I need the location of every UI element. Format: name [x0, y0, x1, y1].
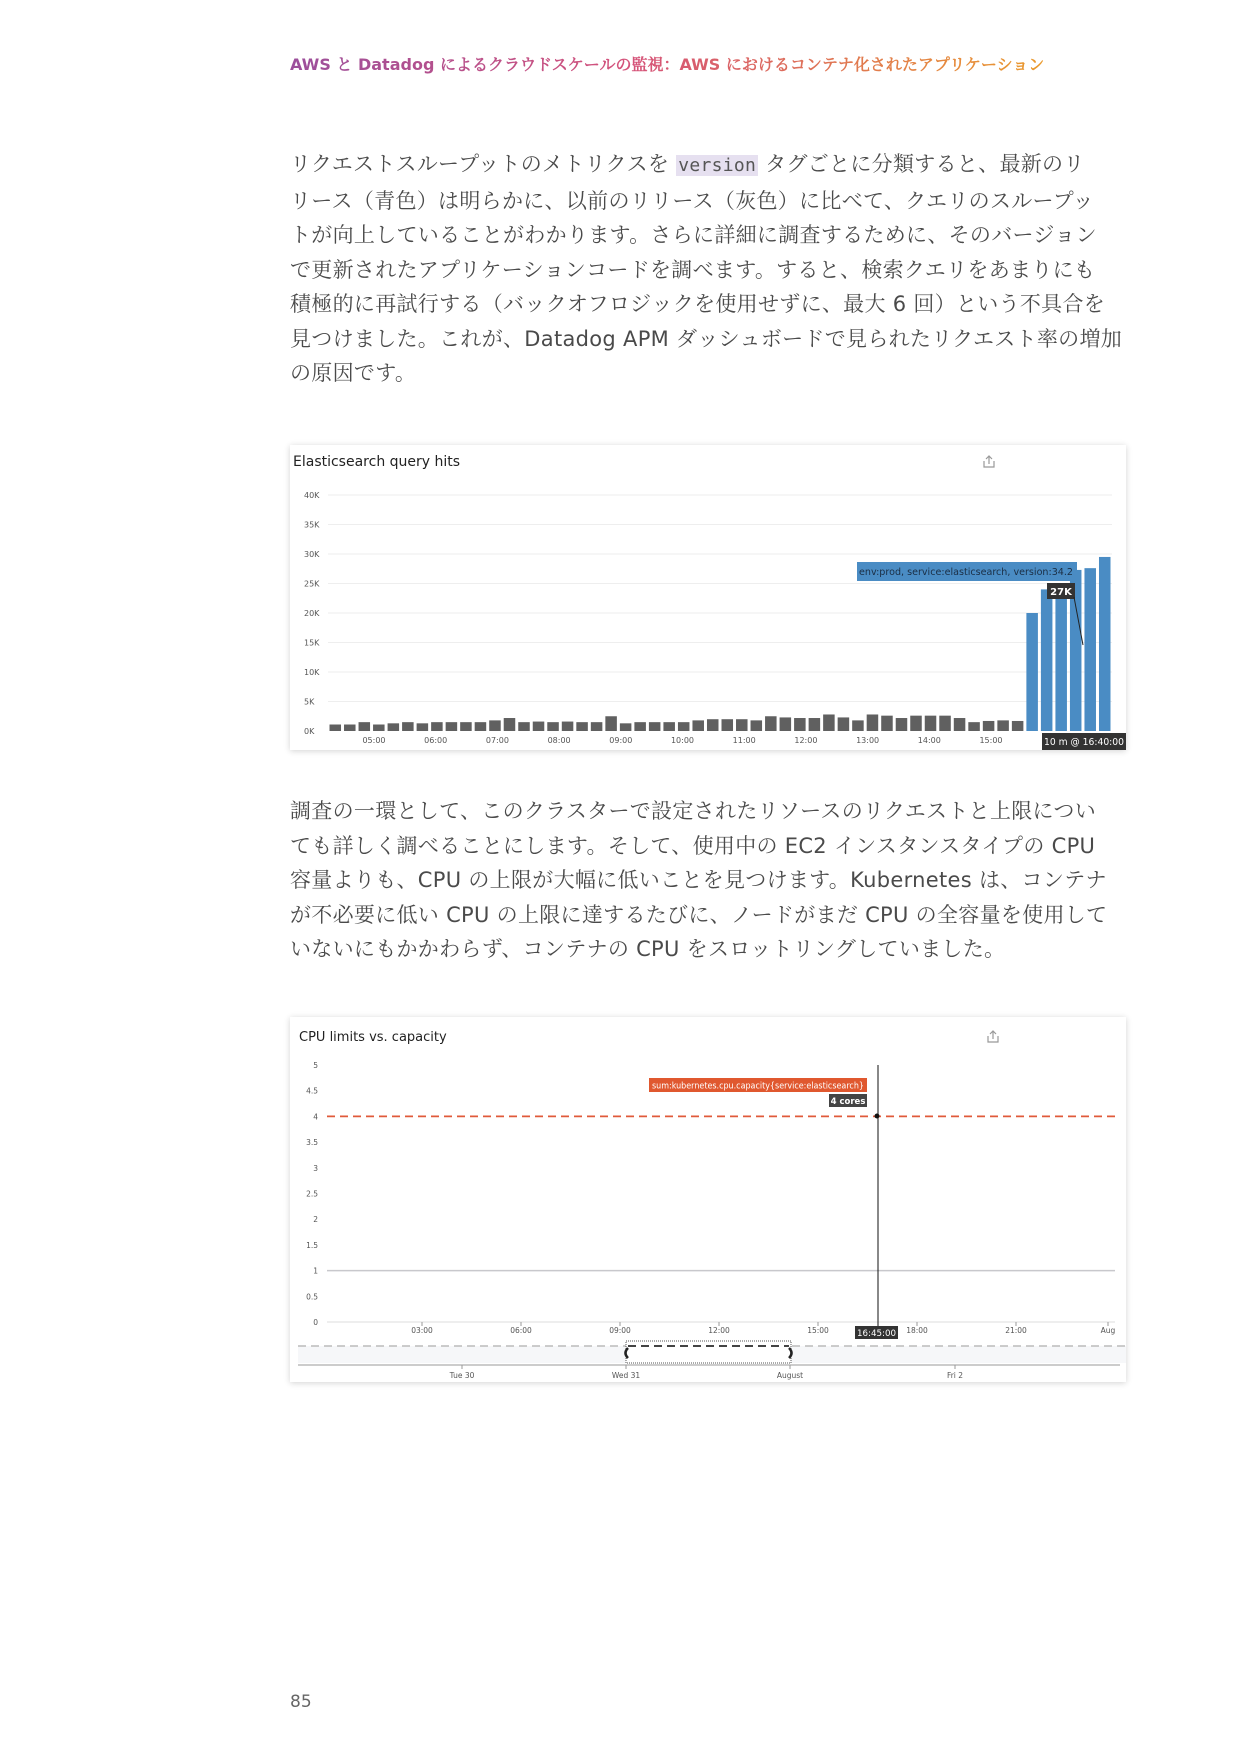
chart-title: Elasticsearch query hits: [293, 454, 461, 470]
bar-previous-release: [678, 722, 690, 731]
x-tick-label: 03:00: [411, 1326, 433, 1335]
tooltip-time: 10 m @ 16:40:00: [1044, 737, 1124, 748]
text-line: の原因です。: [290, 361, 417, 385]
tooltip-time: 16:45:00: [857, 1329, 896, 1339]
text-line: が不必要に低い CPU の上限に達するたびに、ノードがまだ CPU の全容量を使用して: [290, 902, 1108, 927]
bar-previous-release: [504, 718, 516, 731]
bar-new-release: [1026, 613, 1038, 731]
bar-previous-release: [736, 719, 748, 731]
x-tick-label: 06:00: [510, 1326, 532, 1335]
x-tick-label: 13:00: [856, 736, 880, 745]
x-tick-label: 07:00: [485, 736, 509, 745]
bar-previous-release: [663, 722, 675, 731]
y-tick-label: 5K: [304, 697, 315, 707]
bar-previous-release: [939, 716, 951, 731]
bar-previous-release: [780, 717, 792, 731]
bar-previous-release: [881, 716, 893, 731]
bar-previous-release: [707, 719, 719, 731]
text-line: [290, 147, 1130, 184]
tooltip-series: env:prod, service:elasticsearch, version:34.2: [859, 567, 1073, 578]
bar-previous-release: [925, 716, 937, 731]
y-tick-label: 0: [313, 1318, 318, 1327]
bar-previous-release: [373, 725, 385, 731]
y-tick-label: 2: [313, 1215, 318, 1225]
bar-previous-release: [359, 722, 371, 731]
text-span: タグごとに分類すると、最新のリ: [765, 152, 1085, 176]
text-line: で更新されたアプリケーションコードを調べます。すると、検索クエリをあまりにも: [290, 257, 1096, 282]
bar-previous-release: [620, 723, 632, 731]
y-tick-label: 1: [313, 1266, 318, 1276]
bar-previous-release: [562, 722, 574, 731]
bar-chart: [290, 445, 1126, 750]
time-navigator[interactable]: [298, 1341, 1126, 1380]
text-line: リース（青色）は明らかに、以前のリリース（灰色）に比べて、クエリのスループッ: [290, 188, 1094, 213]
bar-previous-release: [997, 720, 1009, 731]
y-tick-label: 35K: [304, 520, 320, 530]
navigator-label: Tue 30: [449, 1371, 475, 1380]
x-tick-label: Aug: [1100, 1326, 1116, 1335]
bar-previous-release: [547, 722, 559, 731]
bar-previous-release: [431, 722, 443, 731]
bar-previous-release: [838, 717, 850, 731]
line-chart: [290, 1017, 1126, 1382]
bar-previous-release: [823, 714, 835, 731]
x-tick-label: 10:00: [670, 736, 695, 745]
y-tick-label: 25K: [304, 579, 320, 589]
x-tick-label: 15:00: [979, 736, 1003, 745]
bar-previous-release: [765, 716, 777, 731]
text-line: 調査の一環として、このクラスターで設定されたリソースのリクエストと上限につい: [290, 799, 1097, 823]
x-tick-label: 06:00: [424, 736, 448, 745]
bar-previous-release: [751, 720, 763, 731]
navigator-label: Fri 2: [946, 1371, 964, 1380]
bar-new-release: [1041, 589, 1053, 731]
x-tick-label: 05:00: [362, 736, 386, 745]
bar-previous-release: [475, 722, 487, 731]
running-header: AWS と Datadog によるクラウドスケールの監視：AWS におけるコンテナ化されたアプリケーション: [290, 52, 1044, 75]
text-line: いないにもかかわらず、コンテナの CPU をスロットリングしていました。: [290, 937, 1006, 961]
bar-previous-release: [330, 725, 342, 731]
y-tick-label: 0K: [304, 727, 315, 736]
y-tick-label: 0.5: [306, 1292, 318, 1302]
text-line: ても詳しく調べることにします。そして、使用中の EC2 インスタンスタイプの CPU: [290, 833, 1096, 858]
bar-previous-release: [576, 722, 588, 731]
text-line: トが向上していることがわかります。さらに詳細に調査するために、そのバージョン: [290, 223, 1097, 247]
bar-new-release: [1055, 589, 1067, 731]
x-tick-label: 12:00: [794, 736, 818, 745]
bar-new-release: [1084, 568, 1096, 731]
x-tick-label: 18:00: [906, 1326, 928, 1335]
paragraph-1: [290, 147, 1130, 391]
y-tick-label: 2.5: [306, 1189, 318, 1199]
bar-previous-release: [809, 718, 821, 731]
bar-previous-release: [1012, 721, 1024, 731]
y-tick-label: 40K: [304, 491, 320, 500]
x-tick-label: 11:00: [732, 736, 756, 745]
bar-new-release: [1099, 557, 1111, 731]
share-icon[interactable]: [984, 456, 994, 467]
y-tick-label: 1.5: [306, 1240, 318, 1250]
share-icon[interactable]: [988, 1031, 998, 1042]
bar-previous-release: [446, 722, 458, 731]
chart-elasticsearch-query-hits: [290, 445, 1126, 750]
bar-previous-release: [852, 720, 864, 731]
y-tick-label: 3: [313, 1163, 318, 1173]
x-tick-label: 14:00: [917, 736, 941, 745]
text-line: 見つけました。これが、Datadog APM ダッシュボードで見られたリクエスト率の増加: [290, 326, 1123, 351]
tooltip-series: sum:kubernetes.cpu.capacity{service:elasticsearch}: [652, 1081, 864, 1092]
y-tick-label: 3.5: [306, 1138, 318, 1148]
y-tick-label: 10K: [304, 668, 320, 677]
bar-previous-release: [983, 721, 995, 731]
bar-previous-release: [649, 722, 661, 731]
bar-previous-release: [692, 720, 704, 731]
x-tick-label: 08:00: [547, 736, 571, 745]
bar-previous-release: [634, 722, 646, 731]
bar-previous-release: [533, 722, 545, 731]
inline-code: version: [678, 155, 757, 176]
bar-previous-release: [417, 723, 429, 731]
bar-previous-release: [968, 722, 980, 731]
text-span: リクエストスループットのメトリクスを: [290, 152, 670, 176]
navigator-label: Wed 31: [611, 1371, 641, 1380]
chart-title: CPU limits vs. capacity: [299, 1030, 447, 1045]
y-tick-label: 5: [313, 1061, 318, 1070]
hover-point: [875, 1114, 880, 1119]
text-line: 積極的に再試行する（バックオフロジックを使用せずに、最大 6 回）という不具合を: [290, 292, 1106, 316]
bar-previous-release: [518, 722, 530, 731]
x-tick-label: 21:00: [1005, 1326, 1027, 1335]
bar-previous-release: [867, 714, 879, 731]
paragraph-2: [290, 794, 1130, 967]
text-line: 容量よりも、CPU の上限が大幅に低いことを見つけます。Kubernetes は、コンテナ: [290, 868, 1107, 892]
bar-previous-release: [591, 722, 603, 731]
chart-cpu-limits-vs-capacity: [290, 1017, 1126, 1382]
navigator-label: August: [776, 1371, 804, 1380]
bar-previous-release: [489, 720, 501, 731]
y-tick-label: 4: [313, 1112, 318, 1122]
bar-previous-release: [896, 718, 908, 731]
y-tick-label: 20K: [304, 609, 320, 618]
bar-previous-release: [910, 716, 922, 731]
page-number: 85: [290, 1692, 312, 1712]
x-tick-label: 09:00: [609, 1326, 631, 1335]
y-tick-label: 30K: [304, 550, 320, 559]
tooltip-value: 27K: [1050, 587, 1072, 598]
bar-previous-release: [605, 716, 617, 731]
bar-previous-release: [402, 722, 414, 731]
bar-previous-release: [460, 722, 472, 731]
bar-previous-release: [388, 723, 400, 731]
bar-previous-release: [794, 718, 806, 731]
tooltip-value: 4 cores: [830, 1097, 866, 1107]
y-tick-label: 15K: [304, 638, 320, 648]
bar-previous-release: [722, 719, 734, 731]
x-tick-label: 12:00: [708, 1326, 730, 1335]
x-tick-label: 09:00: [609, 736, 633, 745]
bar-previous-release: [344, 725, 356, 731]
bar-previous-release: [954, 718, 966, 731]
y-tick-label: 4.5: [306, 1086, 318, 1096]
x-tick-label: 15:00: [807, 1326, 829, 1335]
